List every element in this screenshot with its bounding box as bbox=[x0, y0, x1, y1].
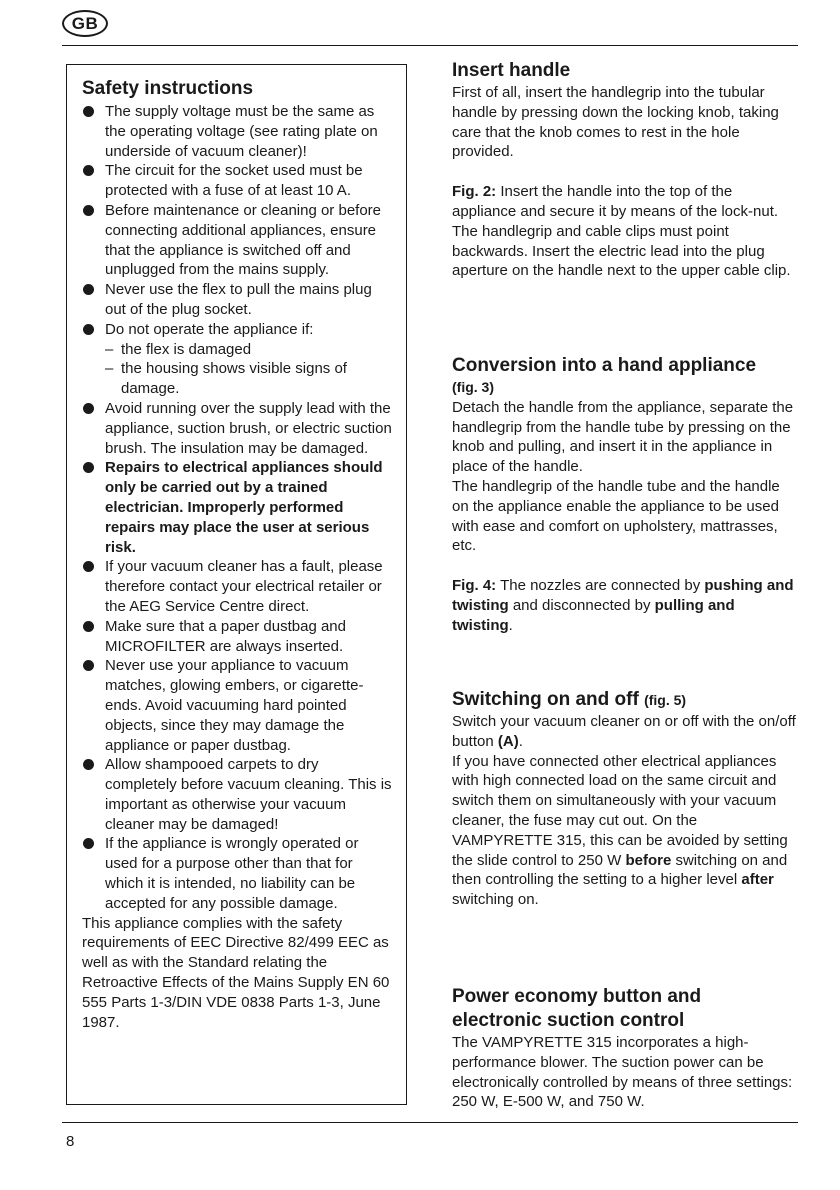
safety-item: Repairs to electrical appliances should only be carried out by a trained electrician. Improperly performed repairs may place the user at serious risk. bbox=[82, 458, 392, 557]
bullet-icon bbox=[83, 403, 94, 414]
conversion-text-2: The handlegrip of the handle tube and the handle on the appliance enable the appliance to be used with ease and comfort on upholstery, mattrasses, etc. bbox=[452, 477, 780, 555]
safety-item: The supply voltage must be the same as the operating voltage (see rating plate on underside of vacuum cleaner)! bbox=[82, 102, 392, 161]
conversion-text: Detach the handle from the appliance, separate the handlegrip from the handle tube by pressing on the knob and pulling, and insert it in the appliance in place of the handle. bbox=[452, 398, 794, 476]
safety-instructions-box bbox=[66, 64, 407, 1105]
power-text: The VAMPYRETTE 315 incorporates a high-performance blower. The suction power can be electronically controlled by means of three settings: 250 W, E-500 W, and 750 W. bbox=[452, 1034, 793, 1111]
bullet-icon bbox=[83, 759, 94, 770]
conversion-fig-ref: (fig. 3) bbox=[452, 379, 494, 395]
safety-item: Never use your appliance to vacuum matches, glowing embers, or cigarette-ends. Avoid vacuuming hard pointed objects, since they may damage the appliance or paper dustbag. bbox=[82, 656, 392, 755]
safety-item: Never use the flex to pull the mains plug out of the plug socket. bbox=[82, 280, 392, 320]
insert-handle-text: First of all, insert the handlegrip into the tubular handle by pressing down the locking knob, taking care that the knob comes to rest in the hole provided. bbox=[452, 84, 779, 161]
power-section bbox=[452, 985, 797, 1112]
bullet-icon bbox=[83, 462, 94, 473]
fig4-label: Fig. 4: bbox=[452, 577, 497, 595]
fig2-paragraph: Fig. 2: Insert the handle into the top of the appliance and secure it by means of the lock-nut. The handlegrip and cable clips must point backwards. Insert the electric lead into the plug aperture on the handle next to the upper cable clip. bbox=[452, 183, 791, 280]
bullet-icon bbox=[83, 205, 94, 216]
safety-item: If your vacuum cleaner has a fault, please therefore contact your electrical retailer or the AEG Service Centre direct. bbox=[82, 557, 392, 616]
insert-handle-title: Insert handle bbox=[452, 60, 571, 81]
fig2-label: Fig. 2: bbox=[452, 183, 497, 201]
power-title: Power economy button and electronic suction control bbox=[452, 986, 702, 1031]
safety-item: Allow shampooed carpets to dry completely before vacuum cleaning. This is important as otherwise your vacuum cleaner may be damaged! bbox=[82, 755, 392, 834]
safety-item: Before maintenance or cleaning or before connecting additional appliances, ensure that the appliance is switched off and unplugged from the mains supply. bbox=[82, 201, 392, 280]
top-rule bbox=[62, 45, 798, 46]
safety-list bbox=[82, 102, 392, 914]
bullet-icon bbox=[83, 106, 94, 117]
switching-fig-ref: (fig. 5) bbox=[644, 692, 687, 708]
bullet-icon bbox=[83, 324, 94, 335]
safety-title: Safety instructions bbox=[82, 78, 254, 99]
sub-item: – the flex is damaged bbox=[105, 340, 252, 358]
page-number: 8 bbox=[66, 1133, 75, 1150]
safety-item: If the appliance is wrongly operated or used for a purpose other than that for which it is intended, no liability can be accepted for any possible damage. bbox=[82, 834, 392, 913]
compliance-statement: This appliance complies with the safety requirements of EEC Directive 82/499 EEC as well as with the Standard relating the Retroactive Effects of the Mains Supply EN 60 555 Parts 1-3/DIN VDE 0838 Parts 1-3, June 1987. bbox=[82, 914, 390, 1031]
safety-item: Avoid running over the supply lead with the appliance, suction brush, or electric suction brush. The insulation may be damaged. bbox=[82, 399, 392, 458]
insert-handle-section bbox=[452, 59, 797, 281]
switching-text-2: If you have connected other electrical appliances with high connected load on the same circuit and switch them on simultaneously with your vacuum cleaner, the fuse may cut out. On the VAMPYRETTE 315, this can be avoided by setting the slide control to 250 W before switching on and then controlling the setting to a higher level after switching on. bbox=[452, 752, 788, 909]
switching-section bbox=[452, 688, 797, 910]
bottom-rule bbox=[62, 1122, 798, 1123]
safety-item: The circuit for the socket used must be protected with a fuse of at least 10 A. bbox=[82, 161, 392, 201]
bullet-icon bbox=[83, 621, 94, 632]
bullet-icon bbox=[83, 838, 94, 849]
bullet-icon bbox=[83, 561, 94, 572]
language-badge: GB bbox=[62, 10, 108, 37]
switching-title: Switching on and off (fig. 5) bbox=[452, 689, 687, 710]
switching-text: Switch your vacuum cleaner on or off with the on/off button (A). bbox=[452, 713, 796, 750]
safety-item: Do not operate the appliance if: – the flex is damaged – the housing shows visible signs of damage. bbox=[82, 320, 392, 399]
conversion-title: Conversion into a hand appliance bbox=[452, 355, 757, 376]
sub-item: – the housing shows visible signs of damage. bbox=[105, 360, 347, 398]
conversion-section bbox=[452, 354, 797, 636]
bullet-icon bbox=[83, 660, 94, 671]
bullet-icon bbox=[83, 165, 94, 176]
bullet-icon bbox=[83, 284, 94, 295]
safety-item: Make sure that a paper dustbag and MICROFILTER are always inserted. bbox=[82, 617, 392, 657]
fig4-paragraph: Fig. 4: The nozzles are connected by pushing and twisting and disconnected by pulling and twisting. bbox=[452, 577, 794, 634]
